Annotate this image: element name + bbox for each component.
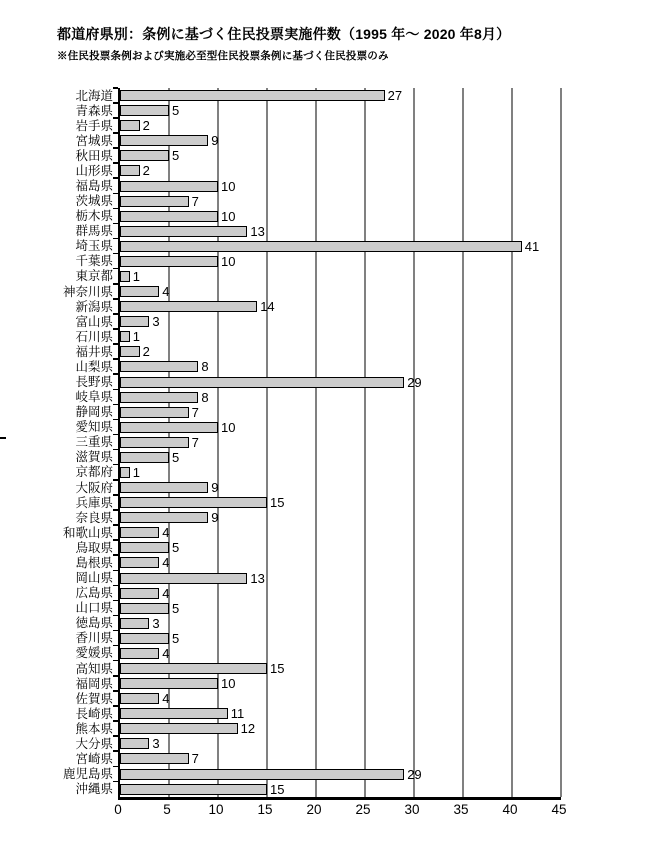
category-label: 群馬県 xyxy=(75,223,113,238)
bar-row xyxy=(75,359,561,375)
bar-row xyxy=(75,751,561,767)
value-label: 7 xyxy=(191,434,199,450)
category-label: 徳島県 xyxy=(75,616,113,631)
value-label: 1 xyxy=(132,464,141,480)
bar-row xyxy=(62,525,561,541)
value-label: 4 xyxy=(162,555,170,571)
x-tick-label: 5 xyxy=(163,802,171,817)
bar xyxy=(120,618,149,629)
y-axis-tick xyxy=(113,373,118,375)
y-axis-tick xyxy=(113,419,118,421)
bar xyxy=(120,316,149,327)
category-label: 北海道 xyxy=(75,88,113,103)
y-axis-tick xyxy=(113,735,118,737)
y-axis-tick xyxy=(113,554,118,556)
value-label: 8 xyxy=(201,359,209,375)
bar-row xyxy=(75,253,561,269)
y-axis-tick xyxy=(113,570,118,572)
bar xyxy=(120,422,218,433)
category-label: 和歌山県 xyxy=(62,525,113,540)
bar-row xyxy=(75,178,561,194)
category-label: 山口県 xyxy=(75,600,113,615)
bar-row xyxy=(75,329,561,345)
bar-row xyxy=(75,208,561,224)
bar xyxy=(120,527,159,538)
bar xyxy=(120,588,159,599)
bar-row xyxy=(75,133,561,149)
bar xyxy=(120,181,218,192)
bar-row xyxy=(75,268,561,284)
value-label: 1 xyxy=(132,268,141,284)
bar-row xyxy=(75,193,561,209)
category-label: 富山県 xyxy=(75,314,113,329)
bar-row xyxy=(75,585,561,601)
value-label: 29 xyxy=(407,766,422,782)
category-label: 長野県 xyxy=(75,374,113,389)
bar-row xyxy=(75,645,561,661)
bar xyxy=(120,738,149,749)
y-axis-tick xyxy=(113,147,118,149)
bar-row xyxy=(75,118,561,134)
value-label: 11 xyxy=(230,706,245,722)
category-label: 茨城県 xyxy=(75,193,113,208)
bar-row xyxy=(75,464,561,480)
value-label: 5 xyxy=(172,103,180,119)
value-label: 3 xyxy=(152,736,160,752)
bar xyxy=(120,482,208,493)
y-axis-tick xyxy=(113,539,118,541)
bar xyxy=(120,769,404,780)
bar xyxy=(120,361,198,372)
category-label: 山梨県 xyxy=(75,359,113,374)
value-label: 7 xyxy=(191,193,199,209)
category-label: 広島県 xyxy=(75,585,113,600)
bar-row xyxy=(62,284,561,300)
value-label: 7 xyxy=(191,404,199,420)
category-label: 佐賀県 xyxy=(75,691,113,706)
bar-row xyxy=(75,615,561,631)
bar-row xyxy=(75,88,561,104)
y-axis-tick xyxy=(113,600,118,602)
x-tick-label: 20 xyxy=(306,802,322,817)
bar-row xyxy=(75,540,561,556)
y-axis-tick xyxy=(113,389,118,391)
y-axis-tick xyxy=(113,283,118,285)
y-axis-tick xyxy=(113,766,118,768)
bar xyxy=(120,693,159,704)
bar-row xyxy=(75,148,561,164)
category-label: 滋賀県 xyxy=(75,450,113,465)
bar-row xyxy=(75,314,561,330)
category-label: 福井県 xyxy=(75,344,113,359)
y-axis-tick xyxy=(113,750,118,752)
y-axis-tick xyxy=(113,630,118,632)
bar xyxy=(120,603,169,614)
y-axis-tick xyxy=(113,253,118,255)
bar-row xyxy=(75,600,561,616)
value-label: 5 xyxy=(172,148,180,164)
bar xyxy=(120,331,130,342)
y-axis-tick xyxy=(113,720,118,722)
category-label: 神奈川県 xyxy=(62,284,113,299)
bar xyxy=(120,301,257,312)
bar xyxy=(120,542,169,553)
bar xyxy=(120,663,267,674)
value-label: 10 xyxy=(221,419,236,435)
bar-row xyxy=(75,495,561,511)
bar-row xyxy=(75,676,561,692)
category-label: 新潟県 xyxy=(75,299,113,314)
bar xyxy=(120,120,140,131)
category-label: 兵庫県 xyxy=(75,495,113,510)
bar-row xyxy=(75,510,561,526)
category-label: 宮崎県 xyxy=(75,751,113,766)
bar xyxy=(120,573,247,584)
category-label: 愛知県 xyxy=(75,420,113,434)
bar-row xyxy=(75,389,561,405)
x-tick-label: 10 xyxy=(208,802,224,817)
value-label: 15 xyxy=(269,495,285,511)
bar xyxy=(120,452,169,463)
bar xyxy=(120,753,189,764)
y-axis-tick xyxy=(113,690,118,692)
category-label: 青森県 xyxy=(75,103,113,118)
bar xyxy=(120,196,189,207)
value-label: 4 xyxy=(162,525,170,541)
bar-row xyxy=(75,721,561,737)
y-axis-tick xyxy=(113,358,118,360)
bar xyxy=(120,346,140,357)
bar xyxy=(120,708,228,719)
value-label: 13 xyxy=(250,223,265,239)
bar-row xyxy=(75,661,561,676)
value-label: 9 xyxy=(211,133,219,149)
value-label: 41 xyxy=(524,238,540,254)
bar xyxy=(120,241,522,252)
bar xyxy=(120,256,218,267)
category-label: 大阪府 xyxy=(75,480,113,495)
bar xyxy=(120,678,218,689)
bar-row xyxy=(75,691,561,707)
bar-row xyxy=(75,344,561,360)
bar-row xyxy=(75,736,561,752)
y-axis-tick xyxy=(113,705,118,707)
value-label: 8 xyxy=(201,389,209,405)
category-label: 鳥取県 xyxy=(75,540,113,555)
bar xyxy=(120,467,130,478)
chart-footnote: ※住民投票条例および実施必至型住民投票条例に基づく住民投票のみ xyxy=(57,50,389,62)
y-axis-tick xyxy=(113,268,118,270)
value-label: 9 xyxy=(211,480,219,496)
category-label: 埼玉県 xyxy=(75,239,113,254)
y-axis-tick xyxy=(113,434,118,436)
value-label: 4 xyxy=(162,645,170,661)
x-tick-label: 45 xyxy=(551,802,567,817)
y-axis-tick xyxy=(113,238,118,240)
bar xyxy=(120,105,169,116)
bar xyxy=(120,497,267,508)
category-label: 東京都 xyxy=(75,269,113,284)
category-label: 京都府 xyxy=(75,465,113,480)
category-label: 鹿児島県 xyxy=(62,766,113,781)
value-label: 13 xyxy=(250,570,265,586)
bar-row xyxy=(75,374,561,390)
value-label: 5 xyxy=(172,600,180,616)
category-label: 愛媛県 xyxy=(75,646,113,661)
value-label: 4 xyxy=(162,585,170,601)
bar-row xyxy=(62,766,561,782)
value-label: 15 xyxy=(269,781,285,797)
y-axis-tick xyxy=(113,615,118,617)
bar xyxy=(120,211,218,222)
category-label: 石川県 xyxy=(75,329,113,344)
y-axis-tick xyxy=(113,132,118,134)
bar-row xyxy=(75,480,561,496)
value-label: 10 xyxy=(221,253,236,269)
category-label: 熊本県 xyxy=(75,721,113,736)
y-axis-tick xyxy=(113,328,118,330)
x-tick-label: 30 xyxy=(404,802,420,817)
bar xyxy=(120,437,189,448)
category-label: 島根県 xyxy=(75,555,113,570)
bar xyxy=(120,784,267,795)
plot-area xyxy=(62,88,561,800)
y-axis-tick xyxy=(113,87,118,89)
bar-row xyxy=(75,238,561,254)
category-label: 山形県 xyxy=(75,163,113,178)
y-axis-tick xyxy=(113,223,118,225)
bar xyxy=(120,633,169,644)
value-label: 2 xyxy=(142,118,150,134)
bar xyxy=(120,723,238,734)
bar xyxy=(120,648,159,659)
page-crop-mark xyxy=(0,437,6,439)
category-label: 秋田県 xyxy=(75,148,113,163)
bar xyxy=(120,135,208,146)
y-axis-tick xyxy=(113,177,118,179)
y-axis-tick xyxy=(113,449,118,451)
bar xyxy=(120,286,159,297)
bar xyxy=(120,226,247,237)
y-axis-tick xyxy=(113,464,118,466)
y-axis-tick xyxy=(113,479,118,481)
y-axis-tick xyxy=(113,162,118,164)
y-axis-tick xyxy=(113,208,118,210)
category-label: 千葉県 xyxy=(75,254,113,269)
y-axis-tick xyxy=(113,585,118,587)
category-label: 香川県 xyxy=(75,631,113,646)
y-axis-tick xyxy=(113,404,118,406)
category-label: 岡山県 xyxy=(75,570,113,585)
y-axis-tick xyxy=(113,193,118,195)
value-label: 12 xyxy=(240,721,256,737)
y-axis-tick xyxy=(113,509,118,511)
value-label: 4 xyxy=(162,691,170,707)
bar-row xyxy=(75,434,561,450)
y-axis-tick xyxy=(113,494,118,496)
value-label: 4 xyxy=(162,284,170,300)
value-label: 10 xyxy=(221,208,236,224)
category-label: 静岡県 xyxy=(75,404,113,419)
category-label: 長崎県 xyxy=(75,706,113,721)
value-label: 5 xyxy=(172,630,180,646)
category-label: 高知県 xyxy=(75,661,113,676)
value-label: 1 xyxy=(132,329,141,345)
bar-row xyxy=(75,163,561,179)
bar-row xyxy=(75,103,561,119)
y-axis-tick xyxy=(113,117,118,119)
value-label: 7 xyxy=(191,751,199,767)
value-label: 14 xyxy=(260,299,275,315)
bar xyxy=(120,377,404,388)
bar-row xyxy=(75,419,561,435)
value-label: 10 xyxy=(221,676,236,692)
category-label: 宮城県 xyxy=(75,133,113,148)
x-tick-label: 0 xyxy=(114,802,122,817)
value-label: 29 xyxy=(407,374,422,390)
y-axis-tick xyxy=(113,781,118,783)
value-label: 5 xyxy=(172,449,180,465)
bar xyxy=(120,150,169,161)
value-label: 3 xyxy=(152,615,160,631)
bar-row xyxy=(75,404,561,420)
category-label: 福島県 xyxy=(75,178,113,193)
bar xyxy=(120,557,159,568)
bar xyxy=(120,90,385,101)
bar-row xyxy=(75,781,561,797)
x-tick-label: 40 xyxy=(502,802,518,817)
category-label: 沖縄県 xyxy=(75,781,113,796)
bar xyxy=(120,392,198,403)
y-axis-tick xyxy=(113,298,118,300)
value-label: 5 xyxy=(172,540,180,556)
y-axis-tick xyxy=(113,343,118,345)
value-label: 2 xyxy=(142,163,150,179)
y-axis-tick xyxy=(113,675,118,677)
y-axis-tick xyxy=(113,313,118,315)
x-axis xyxy=(114,802,567,821)
bar xyxy=(120,407,189,418)
bar-rows xyxy=(62,88,561,797)
bar-row xyxy=(75,555,561,571)
bar-row xyxy=(75,630,561,646)
y-axis-tick xyxy=(113,645,118,647)
category-label: 栃木県 xyxy=(75,208,113,223)
value-label: 10 xyxy=(221,178,236,194)
x-tick-label: 15 xyxy=(257,802,273,817)
y-axis-tick xyxy=(113,102,118,104)
bar xyxy=(120,512,208,523)
category-label: 大分県 xyxy=(75,736,113,751)
category-label: 福岡県 xyxy=(75,676,113,691)
bar-row xyxy=(75,706,561,722)
bar-row xyxy=(75,570,561,586)
value-label: 15 xyxy=(269,661,285,676)
value-label: 27 xyxy=(387,88,403,104)
x-tick-label: 35 xyxy=(453,802,469,817)
bar xyxy=(120,165,140,176)
value-label: 3 xyxy=(152,314,160,330)
category-label: 岐阜県 xyxy=(75,389,113,404)
bar-row xyxy=(75,299,561,315)
bar-row xyxy=(75,449,561,465)
category-label: 三重県 xyxy=(75,435,113,450)
value-label: 2 xyxy=(142,344,150,360)
bar-row xyxy=(75,223,561,239)
y-axis-tick xyxy=(113,524,118,526)
x-tick-label: 25 xyxy=(355,802,371,817)
category-label: 奈良県 xyxy=(75,510,113,525)
bar xyxy=(120,271,130,282)
chart-title: 都道府県別：条例に基づく住民投票実施件数（1995 年～ 2020 年8月） xyxy=(57,26,511,42)
value-label: 9 xyxy=(211,510,219,526)
category-label: 岩手県 xyxy=(75,118,113,133)
y-axis-tick xyxy=(113,660,118,662)
